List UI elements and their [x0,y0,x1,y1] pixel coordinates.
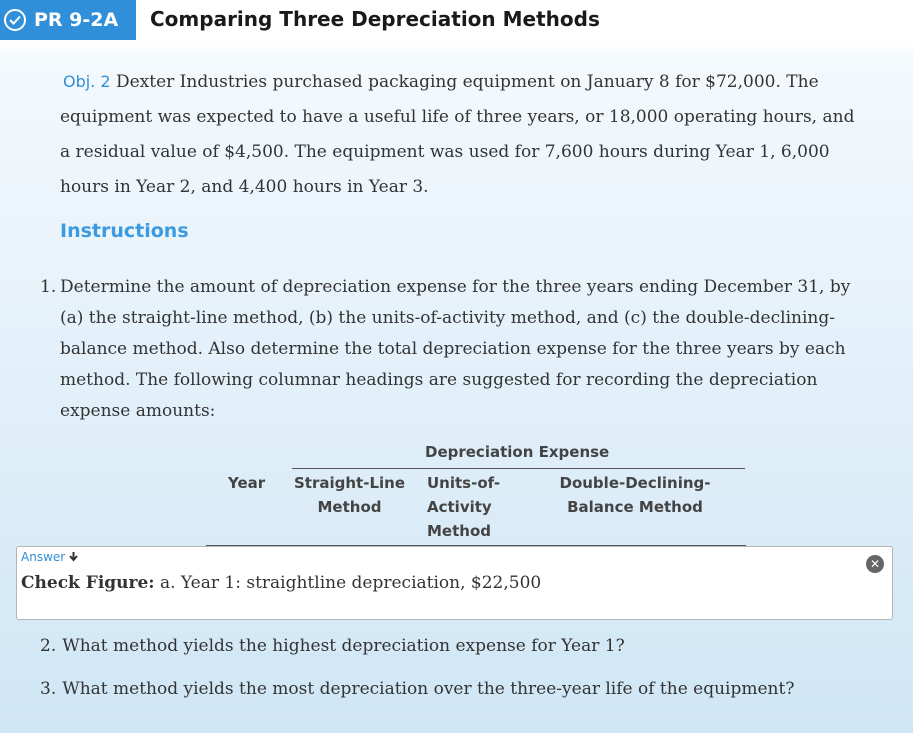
problem-line-4: hours in Year 2, and 4,400 hours in Year 3. [60,177,429,197]
problem-statement [60,64,900,205]
instruction-step-2: 2. What method yields the highest depreciation expense for Year 1? [40,636,625,656]
problem-id: PR 9-2A [34,9,119,31]
answer-panel [16,546,893,620]
checkmark-circle-icon [4,9,26,31]
step-1-line-4: method. The following columnar headings are suggested for recording the depreciation [60,370,818,390]
problem-line-1: Dexter Industries purchased packaging equipment on January 8 for $72,000. The [115,72,819,92]
check-figure-text: a. Year 1: straightline depreciation, $22,500 [159,573,542,593]
close-icon[interactable]: ✕ [866,555,884,573]
step-1-line-5: expense amounts: [60,401,216,421]
col-double-declining-balance: Double-Declining- Balance Method [559,474,711,516]
group-header-rule [292,468,745,469]
problem-line-2: equipment was expected to have a useful life of three years, or 18,000 operating hours, and [60,107,855,127]
col-year: Year [228,474,266,492]
col-straight-line: Straight-Line Method [294,474,405,516]
instruction-step-1 [40,272,892,427]
step-number: 1. [40,277,57,297]
problem-line-3: a residual value of $4,500. The equipment was used for 7,600 hours during Year 1, 6,000 [60,142,830,162]
step-1-line-1: Determine the amount of depreciation expense for the three years ending December 31, by [60,277,851,297]
check-figure [21,573,541,593]
step-1-line-3: balance method. Also determine the total depreciation expense for the three years by each [60,339,846,359]
answer-toggle[interactable]: Answer [21,550,78,564]
header-bar [0,0,913,40]
depreciation-expense-header: Depreciation Expense [425,443,610,461]
instructions-heading: Instructions [60,220,189,242]
objective-link[interactable]: Obj. 2 [63,72,111,91]
col-units-of-activity: Units-of- Activity Method [427,474,501,540]
problem-badge [0,0,136,40]
check-figure-label: Check Figure: [21,573,155,593]
instruction-step-3: 3. What method yields the most depreciation over the three-year life of the equipment? [40,679,795,699]
problem-title: Comparing Three Depreciation Methods [150,7,600,31]
step-1-line-2: (a) the straight-line method, (b) the units-of-activity method, and (c) the double-declining- [60,308,835,328]
arrow-down-icon [69,552,78,562]
